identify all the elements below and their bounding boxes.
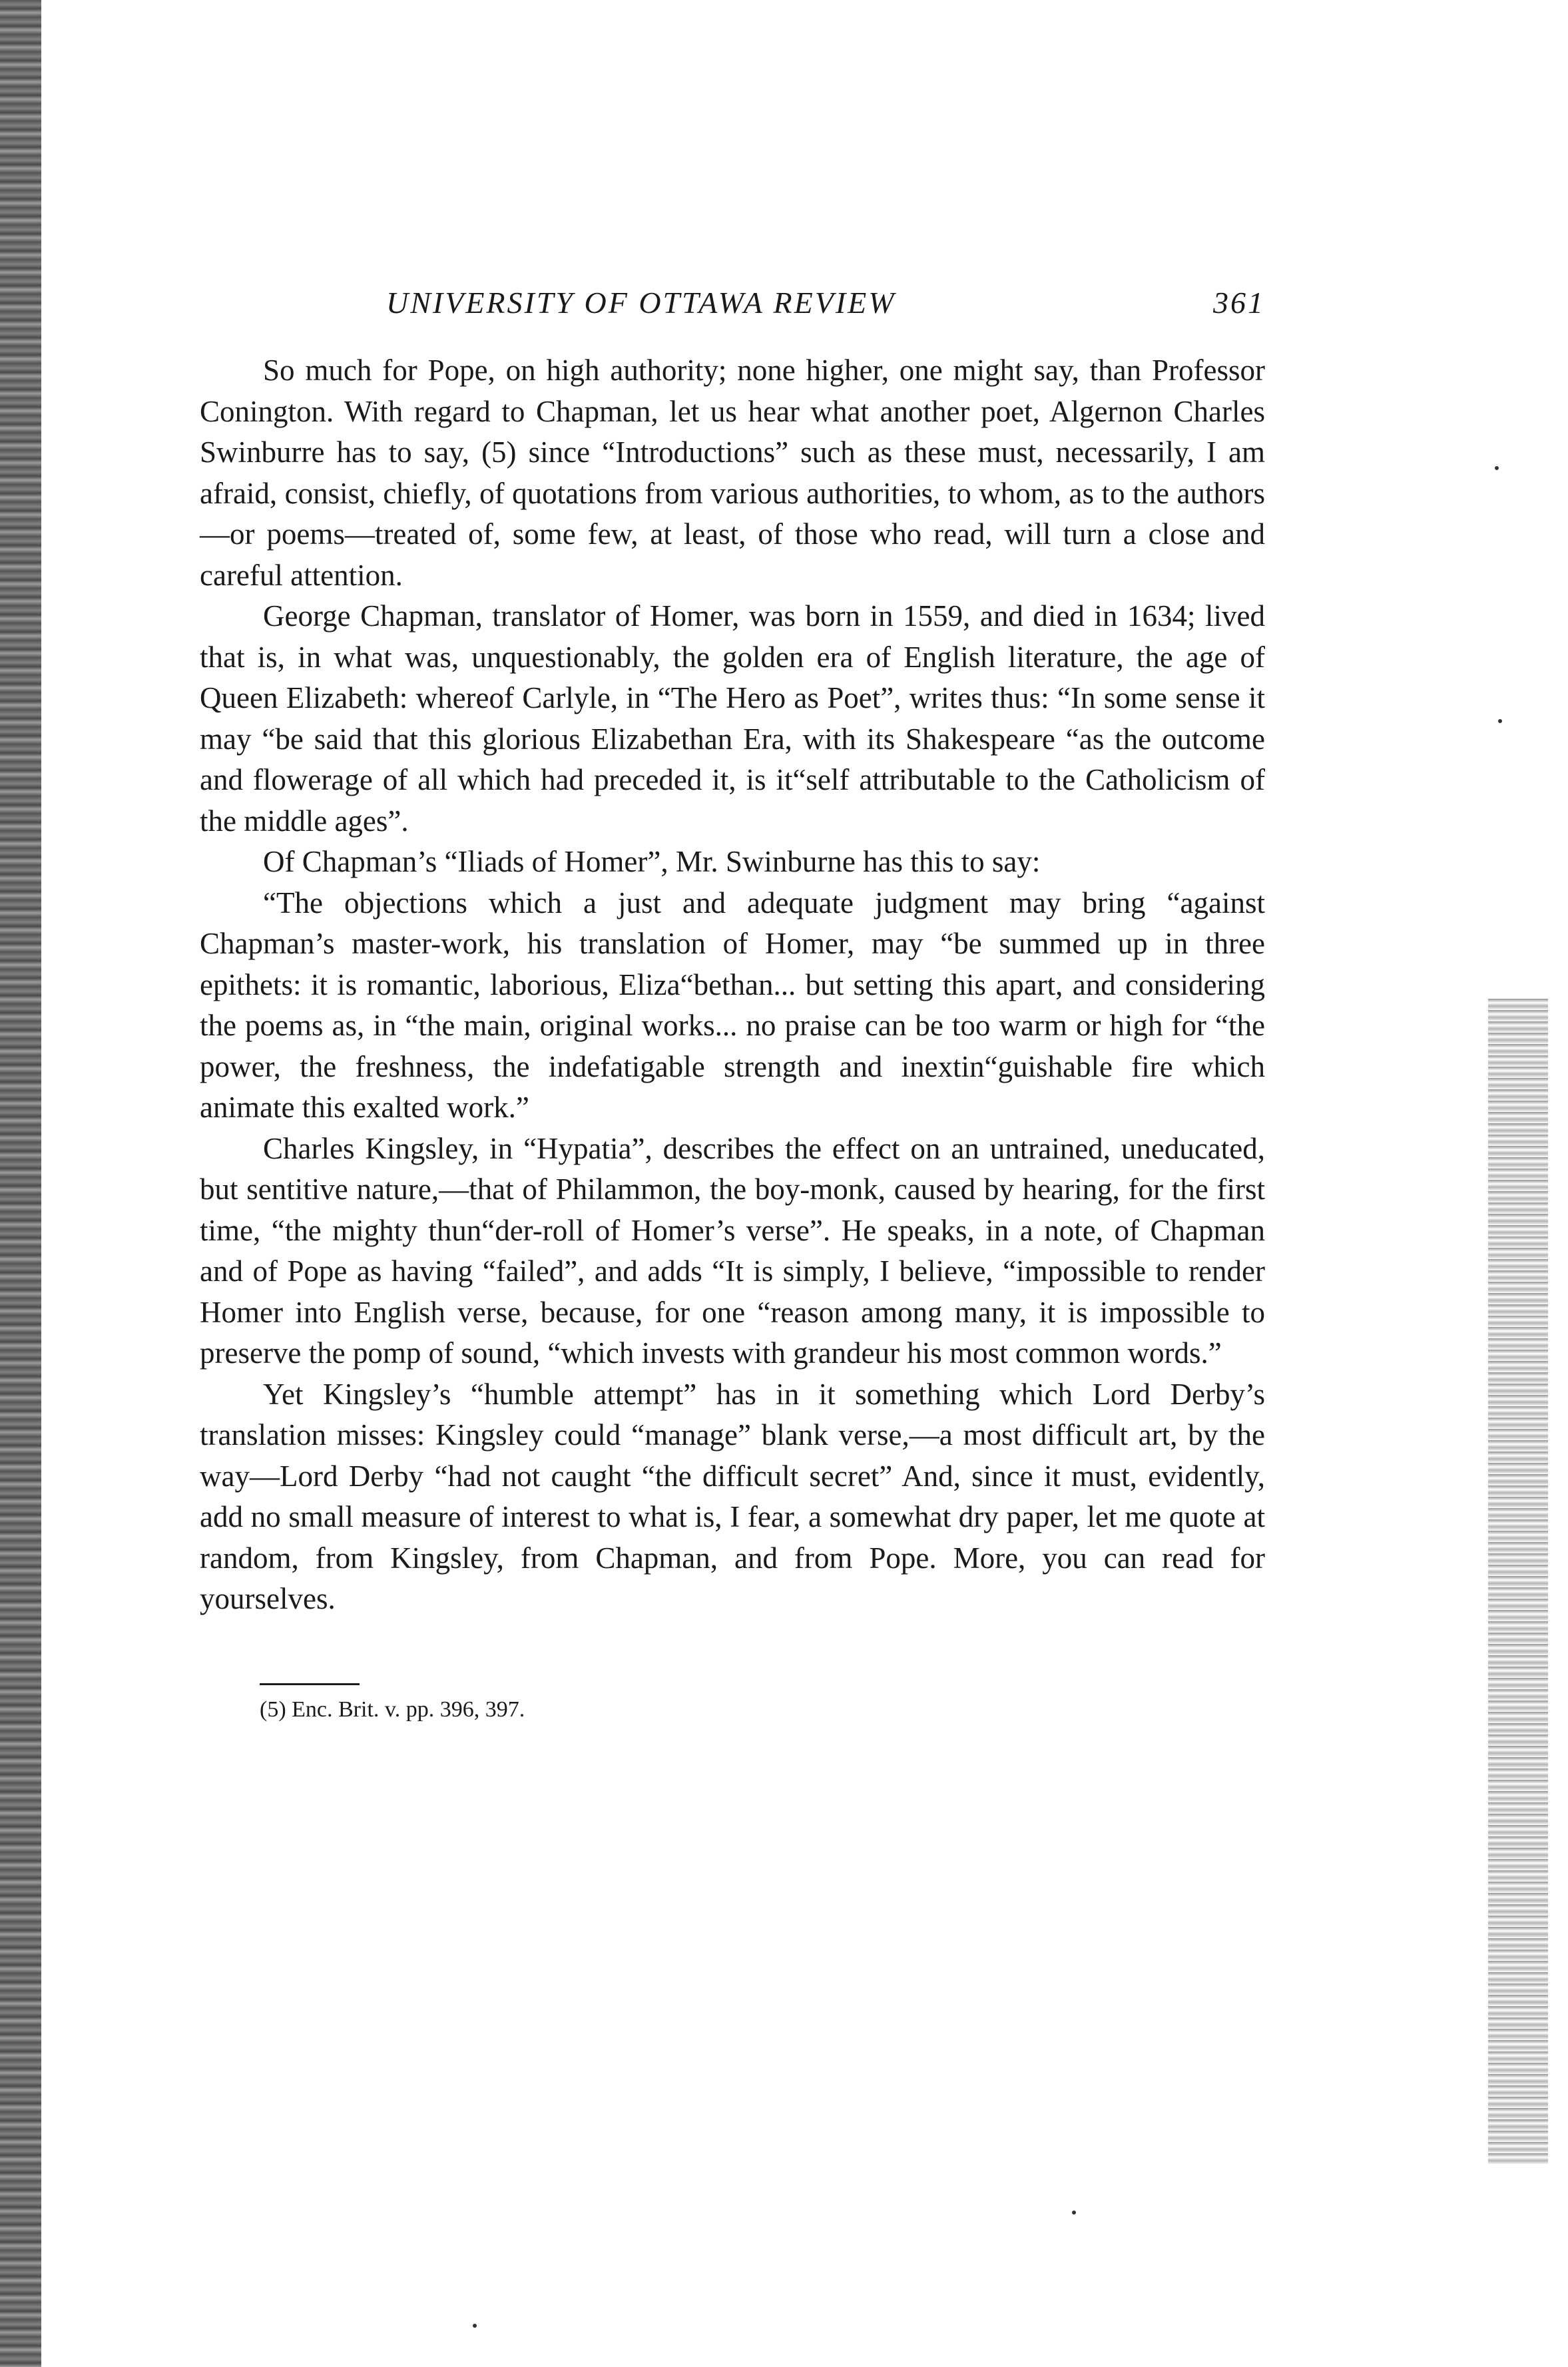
paragraph: Charles Kingsley, in “Hypatia”, describes the effect on an untrained, uneducated, but sentitive nature,—that of Philammon, the boy-monk, caused by hearing, for the first time, “the mighty thun“der-roll of Homer’s verse”. He speaks, in a note, of Chapman and of Pope as having “failed”, and adds “It is simply, I believe, “impossible to render Homer into English verse, because, for one “reason among many, it is impossible to preserve the pomp of sound, “which invests with grandeur his most common words.” <box>200 1131 1265 1370</box>
body-text <box>200 350 1265 1620</box>
paragraph: So much for Pope, on high authority; none higher, one might say, than Professor Conington. With regard to Chapman, let us hear what another poet, Algernon Charles Swinburre has to say, (5) since “Introductions” such as these must, necessarily, I am afraid, consist, chiefly, of quotations from various authorities, to whom, as to the authors—or poems—treated of, some few, at least, of those who read, will turn a close and careful attention. <box>200 354 1265 592</box>
page-number: 361 <box>1213 286 1265 320</box>
scan-speck <box>1498 719 1502 723</box>
running-head <box>200 285 1265 338</box>
paragraph: Of Chapman’s “Iliads of Homer”, Mr. Swinburne has this to say: <box>263 845 1041 878</box>
page <box>200 285 1265 1722</box>
block-quote: “The objections which a just and adequate judgment may bring “against Chapman’s master-work, his translation of Homer, may “be summed up in three epithets: it is romantic, laborious, Eliza“bethan... but setting this apart, and considering the poems as, in “the main, original works... no praise can be too warm or high for “the power, the freshness, the indefatigable strength and inextin“guishable fire which animate this exalted work.” <box>200 886 1265 1124</box>
journal-title: UNIVERSITY OF OTTAWA REVIEW <box>386 286 896 320</box>
scan-speck <box>473 2324 477 2328</box>
scan-speck <box>1495 466 1499 470</box>
scan-edge-left <box>0 0 41 2367</box>
scan-edge-right <box>1488 999 1548 2164</box>
paragraph: George Chapman, translator of Homer, was born in 1559, and died in 1634; lived that is, in what was, unquestionably, the golden era of English literature, the age of Queen Elizabeth: whereof Carlyle, in “The Hero as Poet”, writes thus: “In some sense it may “be said that this glorious Elizabethan Era, with its Shakespeare “as the outcome and flowerage of all which had preceded it, is it“self attributable to the Catholicism of the middle ages”. <box>200 599 1265 838</box>
paragraph: Yet Kingsley’s “humble attempt” has in it something which Lord Derby’s translation misses: Kingsley could “manage” blank verse,—a most difficult art, by the way—Lord Derby “had not caught “the difficult secret” And, since it must, evidently, add no small measure of interest to what is, I fear, a somewhat dry paper, let me quote at random, from Kingsley, from Chapman, and from Pope. More, you can read for yourselves. <box>200 1377 1265 1615</box>
footnote: (5) Enc. Brit. v. pp. 396, 397. <box>260 1697 525 1722</box>
scan-speck <box>1072 2211 1076 2215</box>
footnote-rule <box>260 1683 360 1685</box>
